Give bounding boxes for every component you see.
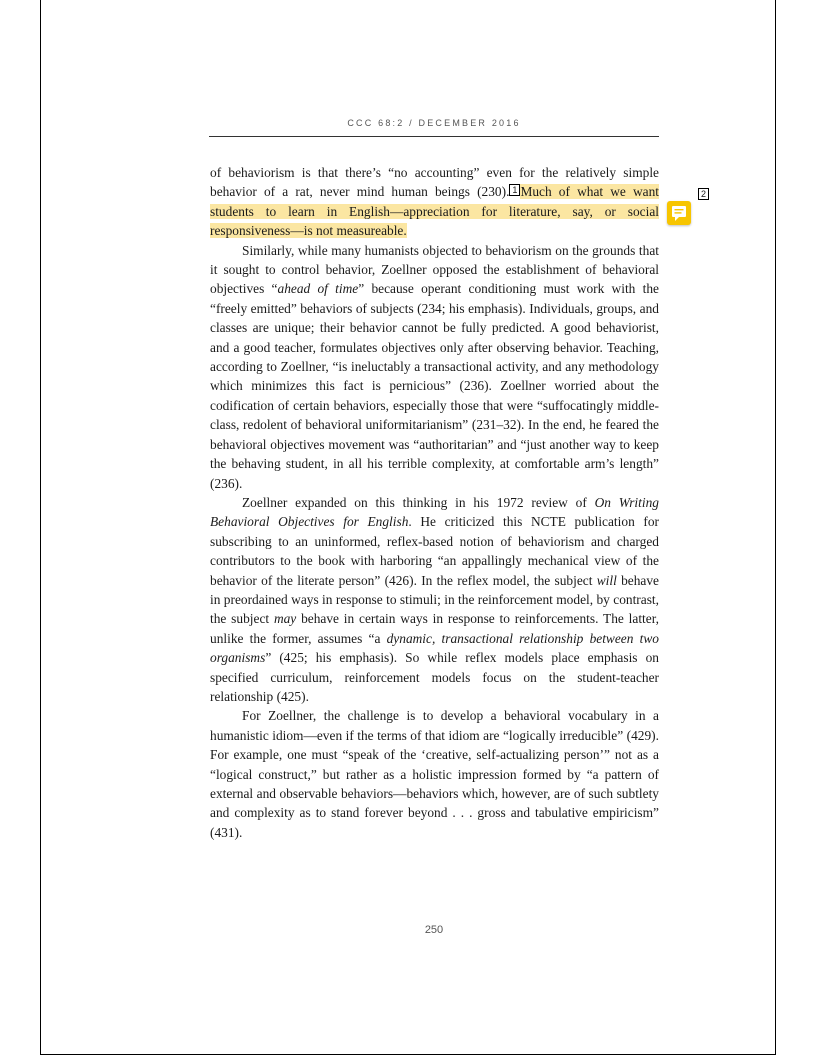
- article-body: [210, 163, 659, 842]
- paragraph-3-italic-will: will: [596, 572, 617, 588]
- paragraph-1: [210, 163, 659, 241]
- page-number: 250: [424, 924, 444, 936]
- comment-note-icon[interactable]: [667, 201, 691, 225]
- annotation-marker-2[interactable]: 2: [698, 188, 709, 200]
- paragraph-1-text: of behaviorism is that there’s “no accounting” even for the relatively simple behavior of a rat, never mind human beings (230).: [210, 165, 659, 200]
- paragraph-3-italic-may: may: [273, 611, 297, 627]
- running-head: CCC 68:2 / DECEMBER 2016: [347, 118, 521, 128]
- highlighted-passage[interactable]: Much of what we want students to learn in English—appreciation for literature, say, or social responsiveness—is not measureable.: [210, 184, 659, 239]
- book-title: On Writing Behavioral Objectives for English: [210, 494, 659, 530]
- paragraph-3-text-e: ” (425; his emphasis). So while reflex models place emphasis on specified curriculum, reinforcement models focus on the student-teacher relationship (425).: [210, 650, 659, 704]
- paragraph-2-text-b: ” because operant conditioning must work with the “freely emitted” behaviors of subjects (234; his emphasis). Individuals, groups, and classes are unique; their behavior cannot be fully predicted. A good behaviorist, and a good teacher, formulates objectives only after observing behavior. Teaching, according to Zoellner, “is ineluctably a transactional activity, and any methodology which minimizes this fact is pernicious” (236). Zoellner worried about the codification of certain behaviors, especially those that were “suffocatingly middle-class, redolent of behavioral uniformitarianism” (231–32). In the end, he feared the behavioral objectives movement was “authoritarian” and “just another way to keep the behaving student, in all his terrible complexity, at comfortable arm’s length” (236).: [210, 281, 659, 491]
- paragraph-3-text-d: behave in certain ways in response to reinforcements. The latter, unlike the former, assumes “a: [210, 611, 659, 646]
- paragraph-3-text-c: behave in preordained ways in response to stimuli; in the reinforcement model, by contrast, the subject: [210, 572, 659, 627]
- paragraph-3: [210, 493, 659, 706]
- paragraph-3-italic-quote: dynamic, transactional relationship between two organisms: [210, 630, 659, 666]
- paragraph-2: [210, 241, 659, 493]
- header-rule: [209, 136, 659, 137]
- paragraph-3-text-a: Zoellner expanded on this thinking in his 1972 review of: [242, 494, 595, 510]
- paragraph-4: [210, 706, 659, 842]
- paragraph-2-text-a: Similarly, while many humanists objected to behaviorism on the grounds that it sought to control behavior, Zoellner opposed the establishment of behavioral objectives “: [210, 242, 659, 297]
- paragraph-2-italic: ahead of time: [277, 281, 359, 297]
- paragraph-4-text: For Zoellner, the challenge is to develop a behavioral vocabulary in a humanistic idiom—even if the terms of that idiom are “logically irreducible” (429). For example, one must “speak of the ‘creative, self-actualizing person’” not as a “logical construct,” but rather as a holistic impression formed by “a pattern of external and observable behaviors—behaviors which, however, are of such subtlety and complexity as to stand forever beyond . . . gross and tabulative empiricism” (431).: [210, 708, 659, 840]
- paragraph-3-text-b: . He criticized this NCTE publication for subscribing to an uninformed, reflex-based notion of behaviorism and charged contributors to the book with harboring “an appallingly mechanical view of the behavior of the literate person” (426). In the reflex model, the subject: [210, 514, 659, 588]
- annotation-marker-1[interactable]: 1: [509, 184, 520, 196]
